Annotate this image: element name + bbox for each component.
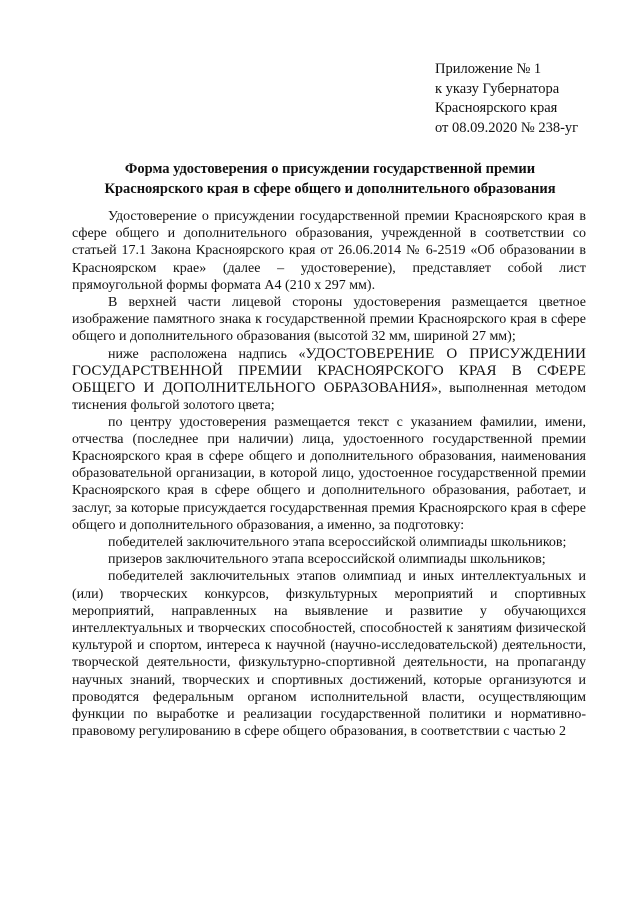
document-body [72, 208, 586, 740]
appendix-decree-ref: к указу Губернатора [435, 80, 560, 97]
appendix-number: Приложение № 1 [435, 61, 542, 77]
inscription-method: », выполненная методом тиснения фольгой золотого цвета; [72, 380, 586, 413]
paragraph-inscription [72, 346, 586, 414]
paragraph-olympiad-winners: победителей заключительного этапа всероссийской олимпиады школьников; [108, 535, 567, 551]
paragraph-olympiad-prizewinners: призеров заключительного этапа всероссийской олимпиады школьников; [108, 552, 546, 568]
inscription-intro: ниже расположена надпись « [108, 346, 306, 362]
appendix-region: Красноярского края [435, 100, 558, 116]
paragraph-badge-image: В верхней части лицевой стороны удостоверения размещается цветное изображение памятного знака к государственной премии Красноярского края в сфере общего и дополнительного образования (высотой 32 мм, шириной 27 мм); [72, 295, 586, 345]
appendix-header [435, 60, 630, 138]
title-line-2: Красноярского края в сфере общего и дополнительного образования [104, 181, 556, 197]
appendix-date: от 08.09.2020 № 238-уг [435, 119, 579, 136]
title-line-1: Форма удостоверения о присуждении государственной премии [124, 161, 536, 177]
inscription-caps-text: УДОСТОВЕРЕНИЕ О ПРИСУЖДЕНИИ ГОСУДАРСТВЕННОЙ ПРЕМИИ КРАСНОЯРСКОГО КРАЯ В СФЕРЕ ОБЩЕГО И ДОПОЛНИТЕЛЬНОГО ОБРАЗОВАНИЯ [72, 345, 586, 396]
paragraph-competition-winners: победителей заключительных этапов олимпиад и иных интеллектуальных и (или) творческих конкурсов, физкультурных мероприятий и спортивных мероприятий, направленных на выявление и развитие у обучающихся интеллектуальных и творческих способностей, способностей к занятиям физической культурой и спортом, интереса к научной (научно-исследовательской) деятельности, творческой деятельности, физкультурно-спортивной деятельности, на пропаганду научных знаний, творческих и спортивных достижений, которые организуются и проводятся федеральным органом исполнительной власти, осуществляющим функции по выработке и реализации государственной политики и нормативно-правовому регулированию в сфере общего образования, в соответствии с частью 2 [72, 569, 586, 740]
paragraph-certificate-description: Удостоверение о присуждении государственной премии Красноярского края в сфере общего и дополнительного образования, учрежденной в соответствии со статьей 17.1 Закона Красноярского края от 26.06.2014 № 6-2519 «Об образовании в Красноярском крае» (далее – удостоверение), представляет собой лист прямоугольной формы формата А4 (210 х 297 мм). [72, 209, 586, 293]
document-title [60, 159, 600, 199]
paragraph-center-text: по центру удостоверения размещается текст с указанием фамилии, имени, отчества (последнее при наличии) лица, удостоенного государственной премии Красноярского края в сфере общего и дополнительного образования, наименования образовательной организации, в которой лицо, удостоенное государственной премии Красноярского края в сфере общего и дополнительного образования, работает, и заслуг, за которые присуждается государственная премия Красноярского края в сфере общего и дополнительного образования, а именно, за подготовку: [72, 414, 586, 533]
